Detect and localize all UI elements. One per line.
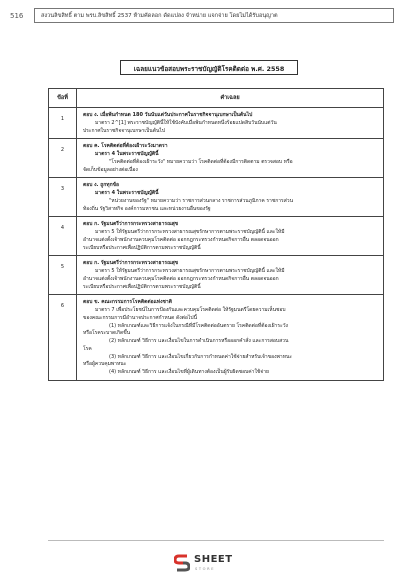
row-answer: [77, 139, 384, 178]
row-answer: [77, 108, 384, 139]
answer-line: ท้องถิ่น รัฐวิสาหกิจ องค์การมหาชน และหน่วยงานอื่นของรัฐ: [83, 205, 211, 212]
column-header-answer: คำเฉลย: [77, 89, 384, 108]
answer-line: อำนาจแต่งตั้งเจ้าพนักงานควบคุมโรคติดต่อ ออกกฎกระทรวงกำหนดกิจการอื่น ตลอดจนออก: [83, 236, 279, 243]
answer-line: อำนาจแต่งตั้งเจ้าพนักงานควบคุมโรคติดต่อ ออกกฎกระทรวงกำหนดกิจการอื่น ตลอดจนออก: [83, 275, 279, 282]
row-number: 4: [49, 217, 77, 256]
answer-heading: ตอบ ง. เมื่อพ้นกำหนด 180 วันนับแต่วันประกาศในราชกิจจานุเบกษาเป็นต้นไป: [83, 112, 253, 118]
document-title: เฉลยแนวข้อสอบพระราชบัญญัติโรคติดต่อ พ.ศ. 2558: [120, 60, 298, 75]
row-number: 3: [49, 178, 77, 217]
answer-line: ของคณะกรรมการมีอำนาจประกาศกำหนด ดังต่อไปนี้: [83, 314, 197, 321]
answer-line: มาตรา 4 ในพระราชบัญญัตินี้: [95, 190, 159, 196]
table-row: [49, 295, 384, 381]
row-answer: [77, 256, 384, 295]
answer-line: มาตรา 4 ในพระราชบัญญัตินี้: [95, 151, 159, 157]
answer-heading: ตอบ ค. โรคติดต่อที่ต้องเฝ้าระวังมาตรา: [83, 143, 168, 150]
answer-line: (3) หลักเกณฑ์ วิธีการ และเงื่อนไขเกี่ยวกับการกำหนดค่าใช้จ่ายสำหรับเจ้าของพาหนะ: [109, 353, 293, 360]
logo-subtext: STORE: [195, 567, 216, 571]
row-answer: [77, 295, 384, 381]
page-number: 516: [10, 12, 24, 20]
table-row: [49, 108, 384, 139]
row-answer: [77, 178, 384, 217]
sheet-store-logo: [174, 553, 242, 575]
answer-heading: ตอบ ก. รัฐมนตรีว่าการกระทรวงสาธารณสุข: [83, 221, 179, 228]
sheet-logo-icon: [174, 554, 190, 572]
answer-line: ประกาศในราชกิจจานุเบกษาเป็นต้นไป: [83, 127, 166, 134]
answer-line: มาตรา 2^[1] พระราชบัญญัตินี้ให้ใช้บังคับเมื่อพ้นกำหนดหนึ่งร้อยแปดสิบวันนับแต่วัน: [95, 119, 277, 126]
table-header-row: [49, 89, 384, 108]
footer-divider: [48, 540, 384, 541]
copyright-notice: สงวนลิขสิทธิ์ ตาม พรบ.ลิขสิทธิ์ 2537 ห้ามคัดลอก ดัดแปลง จำหน่าย แจกจ่าย โดยไม่ได้รับอนุญาต: [34, 8, 394, 23]
answer-line: มาตรา 7 เพื่อประโยชน์ในการป้องกันและควบคุมโรคติดต่อ ให้รัฐมนตรีโดยความเห็นชอบ: [95, 307, 286, 313]
row-number: 1: [49, 108, 77, 139]
answer-line: "หน่วยงานของรัฐ" หมายความว่า ราชการส่วนกลาง ราชการส่วนภูมิภาค ราชการส่วน: [109, 197, 294, 204]
answer-line: "โรคติดต่อที่ต้องเฝ้าระวัง" หมายความว่า โรคติดต่อที่ต้องมีการติดตาม ตรวจสอบ หรือ: [109, 158, 293, 165]
answer-line: หรือผู้ควบคุมพาหนะ: [83, 361, 127, 368]
answer-heading: ตอบ ก. รัฐมนตรีว่าการกระทรวงสาธารณสุข: [83, 260, 179, 267]
answer-table: [48, 88, 384, 381]
logo-wordmark: SHEET: [194, 554, 233, 565]
answer-line: (4) หลักเกณฑ์ วิธีการ และเงื่อนไขที่ผู้เดินทางต้องเป็นผู้รับผิดชอบค่าใช้จ่าย: [109, 369, 269, 375]
answer-heading: ตอบ ข. คณะกรรมการโรคติดต่อแห่งชาติ: [83, 299, 172, 306]
answer-line: มาตรา 5 ให้รัฐมนตรีว่าการกระทรวงสาธารณสุขรักษาการตามพระราชบัญญัตินี้ และให้มี: [95, 268, 285, 274]
answer-line: มาตรา 5 ให้รัฐมนตรีว่าการกระทรวงสาธารณสุขรักษาการตามพระราชบัญญัตินี้ และให้มี: [95, 229, 285, 235]
answer-line: ระเบียบหรือประกาศเพื่อปฏิบัติการตามพระราชบัญญัตินี้: [83, 283, 201, 290]
answer-line: จัดเก็บข้อมูลอย่างต่อเนื่อง: [83, 166, 138, 173]
answer-line: (1) หลักเกณฑ์และวิธีการแจ้งในกรณีที่มีโรคติดต่ออันตราย โรคติดต่อที่ต้องเฝ้าระวัง: [109, 322, 288, 329]
answer-line: หรือโรคระบาดเกิดขึ้น: [83, 330, 131, 337]
row-number: 6: [49, 295, 77, 381]
row-answer: [77, 217, 384, 256]
row-number: 5: [49, 256, 77, 295]
answer-line: โรค: [83, 345, 92, 352]
answer-heading: ตอบ ง. ถูกทุกข้อ: [83, 182, 120, 189]
table-row: [49, 139, 384, 178]
answer-line: ระเบียบหรือประกาศเพื่อปฏิบัติการตามพระราชบัญญัตินี้: [83, 244, 201, 251]
table-row: [49, 256, 384, 295]
row-number: 2: [49, 139, 77, 178]
table-row: [49, 217, 384, 256]
answer-table-body: [49, 108, 384, 381]
answer-line: (2) หลักเกณฑ์ วิธีการ และเงื่อนไขในการดำเนินการหรือออกคำสั่ง และการสอบสวน: [109, 338, 289, 344]
table-row: [49, 178, 384, 217]
column-header-number: ข้อที่: [49, 89, 77, 108]
